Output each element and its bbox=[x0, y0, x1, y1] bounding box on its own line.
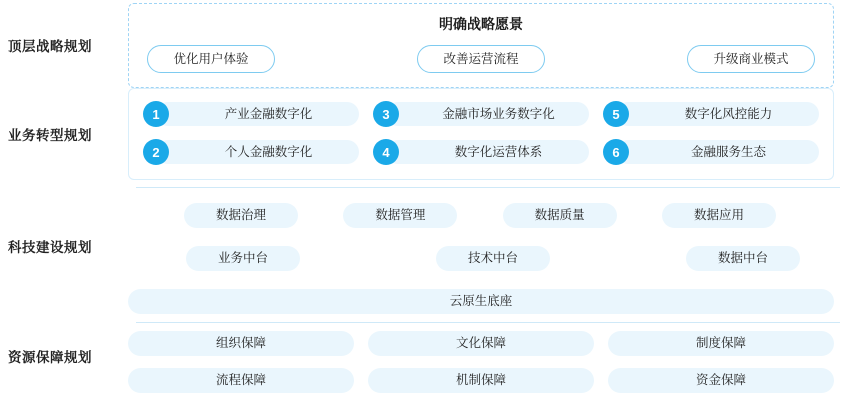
tech-pill-business-midplatform[interactable]: 业务中台 bbox=[186, 246, 300, 271]
strategy-pill-business-model[interactable]: 升级商业模式 bbox=[687, 45, 815, 73]
strategy-vision-box bbox=[128, 3, 834, 88]
row-body-business-transformation bbox=[128, 88, 848, 180]
section-divider-resources bbox=[136, 322, 840, 323]
business-item-label: 产业金融数字化 bbox=[156, 102, 359, 126]
row-body-resources-line2 bbox=[128, 368, 848, 393]
resource-pill-system[interactable]: 制度保障 bbox=[608, 331, 834, 356]
business-item-label: 个人金融数字化 bbox=[156, 140, 359, 164]
resource-pill-row-2 bbox=[128, 368, 834, 393]
business-transformation-box bbox=[128, 88, 834, 180]
tech-pill-data-governance[interactable]: 数据治理 bbox=[184, 203, 298, 228]
row-technology-line1 bbox=[0, 202, 848, 255]
tech-pill-cloud-native-foundation[interactable]: 云原生底座 bbox=[128, 289, 834, 314]
business-item-number: 2 bbox=[143, 139, 169, 165]
business-item-risk-control[interactable] bbox=[603, 99, 819, 129]
resource-pill-process[interactable]: 流程保障 bbox=[128, 368, 354, 393]
row-label-resources: 资源保障规划 bbox=[8, 350, 92, 365]
row-body-top-strategy bbox=[128, 3, 848, 88]
row-top-strategy bbox=[0, 8, 848, 82]
business-item-number: 1 bbox=[143, 101, 169, 127]
row-body-resources-line1 bbox=[128, 331, 848, 356]
resource-pill-organization[interactable]: 组织保障 bbox=[128, 331, 354, 356]
row-body-technology-line1 bbox=[128, 203, 848, 228]
resource-pill-culture[interactable]: 文化保障 bbox=[368, 331, 594, 356]
business-item-personal-finance[interactable] bbox=[143, 137, 359, 167]
business-item-industrial-finance[interactable] bbox=[143, 99, 359, 129]
row-label-business-transformation: 业务转型规划 bbox=[8, 128, 92, 143]
business-item-digital-operations[interactable] bbox=[373, 137, 589, 167]
row-body-technology-line2 bbox=[128, 246, 848, 271]
business-item-number: 3 bbox=[373, 101, 399, 127]
business-item-service-ecosystem[interactable] bbox=[603, 137, 819, 167]
tech-pill-data-quality[interactable]: 数据质量 bbox=[503, 203, 617, 228]
tech-pill-technology-midplatform[interactable]: 技术中台 bbox=[436, 246, 550, 271]
row-resources-line2 bbox=[0, 367, 848, 393]
business-item-label: 金融市场业务数字化 bbox=[386, 102, 589, 126]
business-item-number: 4 bbox=[373, 139, 399, 165]
business-item-label: 金融服务生态 bbox=[616, 140, 819, 164]
strategy-pill-group bbox=[147, 45, 815, 73]
resource-pill-row-1 bbox=[128, 331, 834, 356]
resource-pill-mechanism[interactable]: 机制保障 bbox=[368, 368, 594, 393]
strategy-pill-user-experience[interactable]: 优化用户体验 bbox=[147, 45, 275, 73]
technology-pill-row-midplatform bbox=[128, 246, 834, 271]
tech-pill-data-management[interactable]: 数据管理 bbox=[343, 203, 457, 228]
row-technology-line2 bbox=[0, 245, 848, 271]
business-item-number: 6 bbox=[603, 139, 629, 165]
row-label-top-strategy: 顶层战略规划 bbox=[8, 39, 92, 54]
strategy-vision-title: 明确战略愿景 bbox=[439, 15, 523, 32]
business-item-financial-market[interactable] bbox=[373, 99, 589, 129]
row-business-transformation bbox=[0, 92, 848, 176]
tech-pill-data-application[interactable]: 数据应用 bbox=[662, 203, 776, 228]
row-body-technology-line3 bbox=[128, 289, 848, 314]
resource-pill-funding[interactable]: 资金保障 bbox=[608, 368, 834, 393]
business-item-number: 5 bbox=[603, 101, 629, 127]
row-technology-line3 bbox=[0, 288, 848, 314]
section-divider-technology bbox=[136, 187, 840, 188]
technology-pill-row-data bbox=[128, 203, 834, 228]
row-label-technology: 科技建设规划 bbox=[8, 240, 92, 255]
business-item-label: 数字化风控能力 bbox=[616, 102, 819, 126]
row-resources-line1 bbox=[0, 330, 848, 365]
tech-pill-data-midplatform[interactable]: 数据中台 bbox=[686, 246, 800, 271]
strategy-pill-operations-process[interactable]: 改善运营流程 bbox=[417, 45, 545, 73]
business-item-label: 数字化运营体系 bbox=[386, 140, 589, 164]
business-item-grid bbox=[143, 99, 819, 167]
